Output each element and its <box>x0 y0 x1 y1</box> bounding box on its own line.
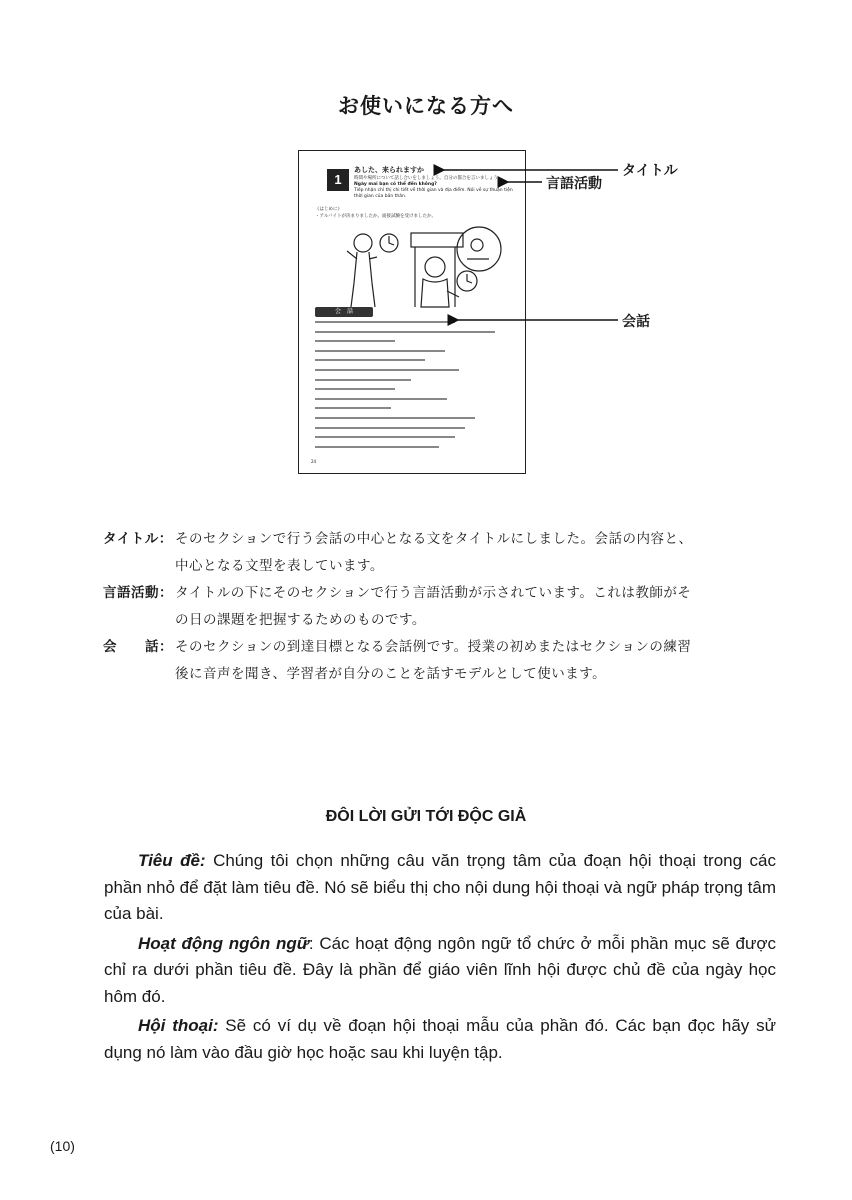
vi-paragraph-label: Hội thoại: <box>138 1016 219 1035</box>
jp-description-text: そのセクションで行う会話の中心となる文をタイトルにしました。会話の内容と、 <box>175 531 693 547</box>
jp-description-continuation: 中心となる文型を表しています。 <box>175 558 384 574</box>
jp-description-text: タイトルの下にそのセクションで行う言語活動が示されています。これは教師がそ <box>175 585 692 601</box>
sample-page-thumbnail <box>298 150 526 474</box>
vi-description-body <box>104 848 776 1069</box>
sample-section-title: あした、来られますか <box>354 166 424 174</box>
vi-paragraph-label: Tiêu đề: <box>138 851 206 870</box>
sample-kaiwa-header: 会 話 <box>315 307 373 317</box>
sample-intro-label: 《はじめに》 <box>315 207 342 212</box>
jp-description-continuation: の日の課題を把握するためのものです。 <box>175 612 426 628</box>
jp-description-list <box>103 526 783 688</box>
callout-title: タイトル <box>622 163 678 179</box>
vi-paragraph <box>104 931 776 1011</box>
callout-conversation: 会話 <box>622 314 650 330</box>
jp-description-item <box>103 526 783 553</box>
jp-description-item <box>103 580 783 607</box>
section-heading-vi: ĐÔI LỜI GỬI TỚI ĐỘC GIẢ <box>325 808 527 825</box>
vi-paragraph-label: Hoạt động ngôn ngữ <box>138 933 309 953</box>
jp-description-label: タイトル： <box>103 531 173 547</box>
callout-activity: 言語活動 <box>546 176 602 192</box>
section-number-badge: 1 <box>327 169 349 191</box>
jp-description-label: 言語活動： <box>103 585 173 601</box>
page-title-jp: お使いになる方へ <box>338 94 514 118</box>
jp-description-item <box>103 634 783 661</box>
page-number: (10) <box>50 1138 75 1154</box>
sample-subtitle-vi-1: Ngày mai bạn có thể đến không? <box>354 182 437 187</box>
jp-description-label: 会 話： <box>103 639 173 655</box>
sample-subtitle-vi-3: thời gian của bản thân. <box>354 194 407 199</box>
vi-paragraph-text: : Các hoạt động ngôn ngữ tổ chức ở mỗi phần mục sẽ được chỉ ra dưới phần tiêu đề. Đây là phần để giáo viên lĩnh hội được chủ đề của ngày học hôm đó. <box>104 933 776 1006</box>
sample-subtitle-jp: 時間や場所について話し合いをしましょう。自分の都合を言いましょう。 <box>354 176 503 181</box>
vi-paragraph <box>104 1013 776 1066</box>
sample-page-number: 24 <box>311 459 317 464</box>
jp-description-continuation: 後に音声を聞き、学習者が自分のことを話すモデルとして使います。 <box>175 666 607 682</box>
vi-paragraph-text: Chúng tôi chọn những câu văn trọng tâm của đoạn hội thoại trong các phần nhỏ để đặt làm tiêu đề. Nó sẽ biểu thị cho nội dung hội thoại và ngữ pháp trọng tâm của bài. <box>104 851 777 923</box>
jp-description-text: そのセクションの到達目標となる会話例です。授業の初めまたはセクションの練習 <box>175 639 692 655</box>
vi-paragraph-text: Sẽ có ví dụ về đoạn hội thoại mẫu của phần đó. Các bạn đọc hãy sử dụng nó làm vào đầu giờ học hoặc sau khi luyện tập. <box>104 1016 776 1062</box>
sample-subtitle-vi-2: Tiếp nhận chỉ thị chi tiết về thời gian và địa điểm. Nói về sự thuận tiện <box>354 188 513 193</box>
sample-intro-text: ・アルバイトが決まりましたか。面接試験を受けましたか。 <box>315 214 437 219</box>
sample-dialogue-lines <box>315 321 515 461</box>
vi-paragraph <box>104 848 776 928</box>
sample-illustration <box>327 221 507 311</box>
